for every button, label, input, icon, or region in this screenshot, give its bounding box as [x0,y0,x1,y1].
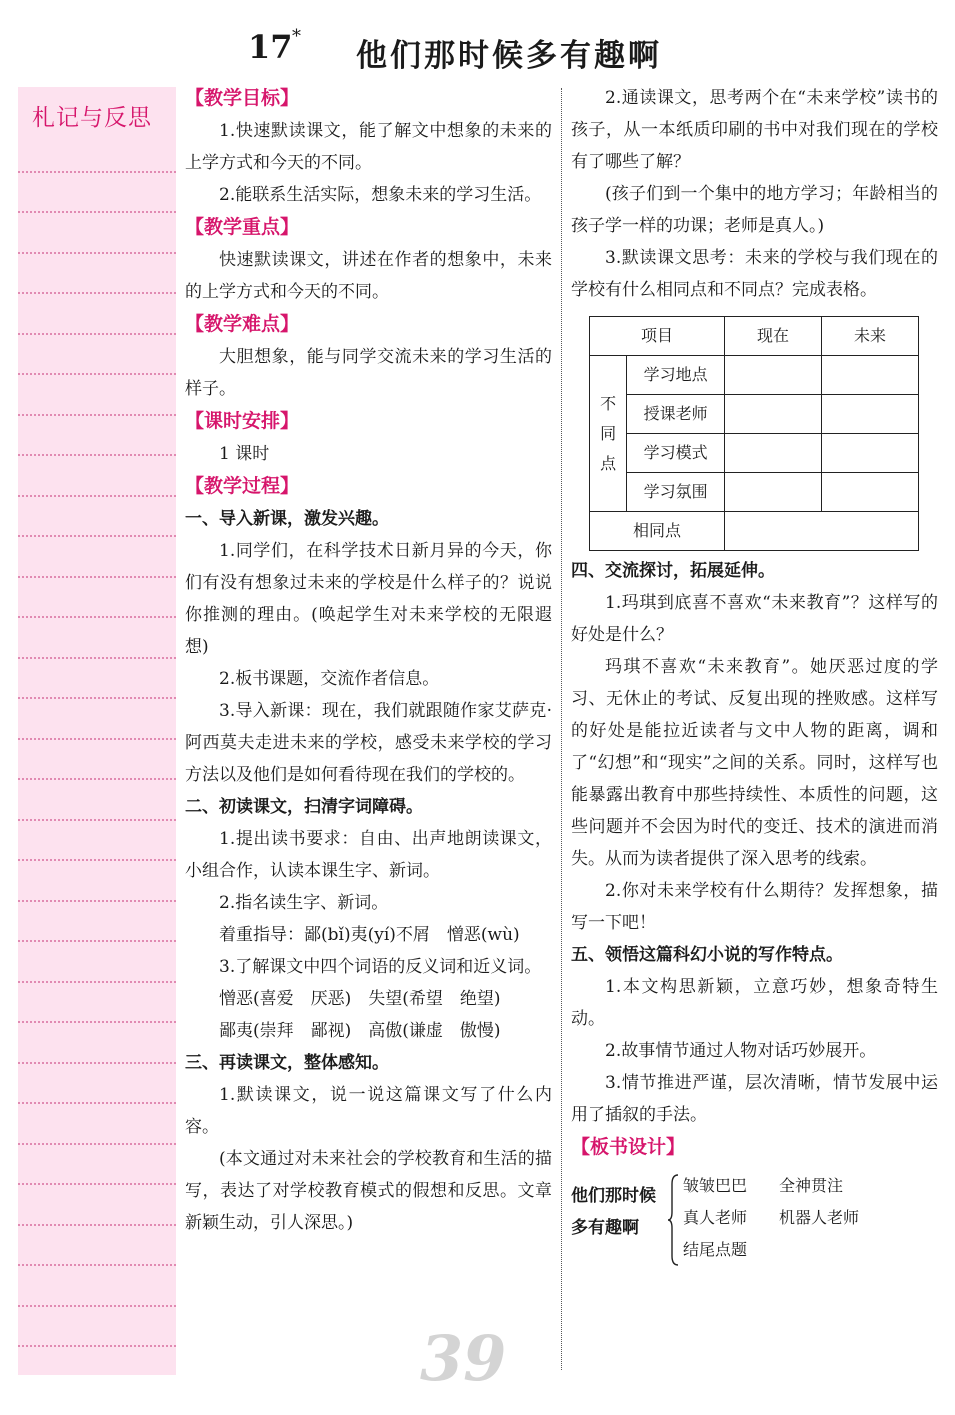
table-cell [822,356,919,395]
note-line [18,819,176,821]
note-line [18,1021,176,1023]
section-heading-focus: 【教学重点】 [185,216,300,238]
note-line [18,211,176,213]
note-line [18,616,176,618]
note-line [18,576,176,578]
paragraph: 2.能联系生活实际，想象未来的学习生活。 [219,185,542,205]
lesson-number: 17 [248,28,293,66]
step-heading: 二、初读课文，扫清字词障碍。 [185,797,423,817]
note-line [18,1102,176,1104]
section-heading-process: 【教学过程】 [185,475,300,497]
paragraph: 2.通读课文，思考两个在“未来学校”读书的孩子，从一本纸质印刷的书中对我们现在的学校有了哪些了解？ [571,88,938,172]
table-header-item: 项目 [590,317,725,356]
table-cell [725,512,919,551]
table-row-label: 授课老师 [627,395,725,434]
note-line [18,292,176,294]
note-line [18,535,176,537]
note-line [18,697,176,699]
paragraph: 3.默读课文思考：未来的学校与我们现在的学校有什么相同点和不同点？完成表格。 [571,248,938,300]
right-column [571,82,938,1270]
note-line [18,657,176,659]
left-column [185,82,552,1239]
board-title-line: 他们那时候 [571,1186,656,1206]
note-line [18,778,176,780]
paragraph: 1.本文构思新颖，立意巧妙，想象奇特生动。 [571,977,938,1029]
note-line [18,1224,176,1226]
note-line [18,1143,176,1145]
table-row-label: 学习模式 [627,434,725,473]
note-line [18,252,176,254]
table-cell [822,395,919,434]
note-line [18,1264,176,1266]
note-line [18,900,176,902]
note-line [18,414,176,416]
note-line [18,1305,176,1307]
note-line [18,940,176,942]
paragraph: 1.玛琪到底喜不喜欢“未来教育”？这样写的好处是什么？ [571,593,938,645]
note-line [18,373,176,375]
paragraph: 3.了解课文中四个词语的反义词和近义词。 [219,957,542,977]
board-line: 皱皱巴巴 全神贯注 [683,1176,844,1195]
paragraph: 着重指导：鄙(bǐ)夷(yí)不屑 憎恶(wù) [219,925,520,945]
board-line: 结尾点题 [683,1240,748,1259]
paragraph: 1.默读课文，说一说这篇课文写了什么内容。 [185,1085,552,1137]
paragraph: 憎恶(喜爱 厌恶) 失望(希望 绝望) [219,989,501,1009]
sidebar-heading: 札记与反思 [32,105,152,131]
paragraph: 3.情节推进严谨，层次清晰，情节发展中运用了插叙的手法。 [571,1073,938,1125]
step-heading: 四、交流探讨，拓展延伸。 [571,561,775,581]
page-title [0,20,955,80]
lesson-star-mark: * [292,26,301,47]
table-cell [725,356,822,395]
board-title-line: 多有趣啊 [571,1218,639,1238]
table-same-label: 相同点 [590,512,725,551]
page-number: 39 [420,1322,507,1395]
note-line [18,981,176,983]
table-cell [725,473,822,512]
board-title [571,1180,656,1244]
section-heading-schedule: 【课时安排】 [185,410,300,432]
table-cell [822,473,919,512]
note-line [18,1062,176,1064]
note-line [18,738,176,740]
paragraph: 2.故事情节通过人物对话巧妙展开。 [605,1041,877,1061]
section-heading-goals: 【教学目标】 [185,87,300,109]
table-cell [725,395,822,434]
board-line: 真人老师 机器人老师 [683,1208,860,1227]
table-cell [822,434,919,473]
paragraph: 快速默读课文，讲述在作者的想象中，未来的上学方式和今天的不同。 [185,250,552,302]
note-line [18,333,176,335]
paragraph: 1 课时 [219,444,270,464]
note-line [18,859,176,861]
table-cell [725,434,822,473]
column-divider [561,88,562,1370]
note-line [18,454,176,456]
section-heading-board: 【板书设计】 [571,1136,686,1158]
paragraph: 3.导入新课：现在，我们就跟随作家艾萨克·阿西莫夫走进未来的学校，感受未来学校的学习方法以及他们是如何看待现在我们的学校的。 [185,701,552,785]
paragraph: 1.快速默读课文，能了解文中想象的未来的上学方式和今天的不同。 [185,121,552,173]
table-row-label: 学习氛围 [627,473,725,512]
step-heading: 一、导入新课，激发兴趣。 [185,509,389,529]
paragraph: 玛琪不喜欢“未来教育”。她厌恶过度的学习、无休止的考试、反复出现的挫败感。这样写的好处是能拉近读者与文中人物的距离，调和了“幻想”和“现实”之间的关系。同时，这样写也能暴露出教育中那些持续性、本质性的问题，这些问题并不会因为时代的变迁、技术的演进而消失。从而为读者提供了深入思考的线索。 [571,657,938,869]
paragraph: 2.板书课题，交流作者信息。 [219,669,440,689]
table-group-label [590,356,627,512]
note-line [18,171,176,173]
section-heading-difficulty: 【教学难点】 [185,313,300,335]
table-header-future: 未来 [822,317,919,356]
notes-sidebar [18,87,176,1375]
step-heading: 三、再读课文，整体感知。 [185,1053,389,1073]
table-row-label: 学习地点 [627,356,725,395]
paragraph: 鄙夷(崇拜 鄙视) 高傲(谦虚 傲慢) [219,1021,501,1041]
note-line [18,1183,176,1185]
comparison-table [589,316,919,551]
step-heading: 五、领悟这篇科幻小说的写作特点。 [571,945,843,965]
paragraph: 1.提出读书要求：自由、出声地朗读课文，小组合作，认读本课生字、新词。 [185,829,552,881]
table-header-now: 现在 [725,317,822,356]
lesson-title: 他们那时候多有趣啊 [356,38,662,74]
group-label-text: 不同点 [600,393,617,473]
paragraph: 2.你对未来学校有什么期待？发挥想象，描写一下吧！ [571,881,938,933]
paragraph: 2.指名读生字、新词。 [219,893,389,913]
paragraph: (孩子们到一个集中的地方学习；年龄相当的孩子学一样的功课；老师是真人。) [571,184,938,236]
curly-brace-icon [667,1174,679,1266]
paragraph: 大胆想象，能与同学交流未来的学习生活的样子。 [185,347,552,399]
paragraph: (本文通过对未来社会的学校教育和生活的描写，表达了对学校教育模式的假想和反思。文章新颖生动，引人深思。) [185,1149,552,1233]
note-line [18,495,176,497]
paragraph: 1.同学们，在科学技术日新月异的今天，你们有没有想象过未来的学校是什么样子的？说说你推测的理由。(唤起学生对未来学校的无限遐想) [185,541,552,657]
note-line [18,1345,176,1347]
board-design [571,1170,938,1270]
